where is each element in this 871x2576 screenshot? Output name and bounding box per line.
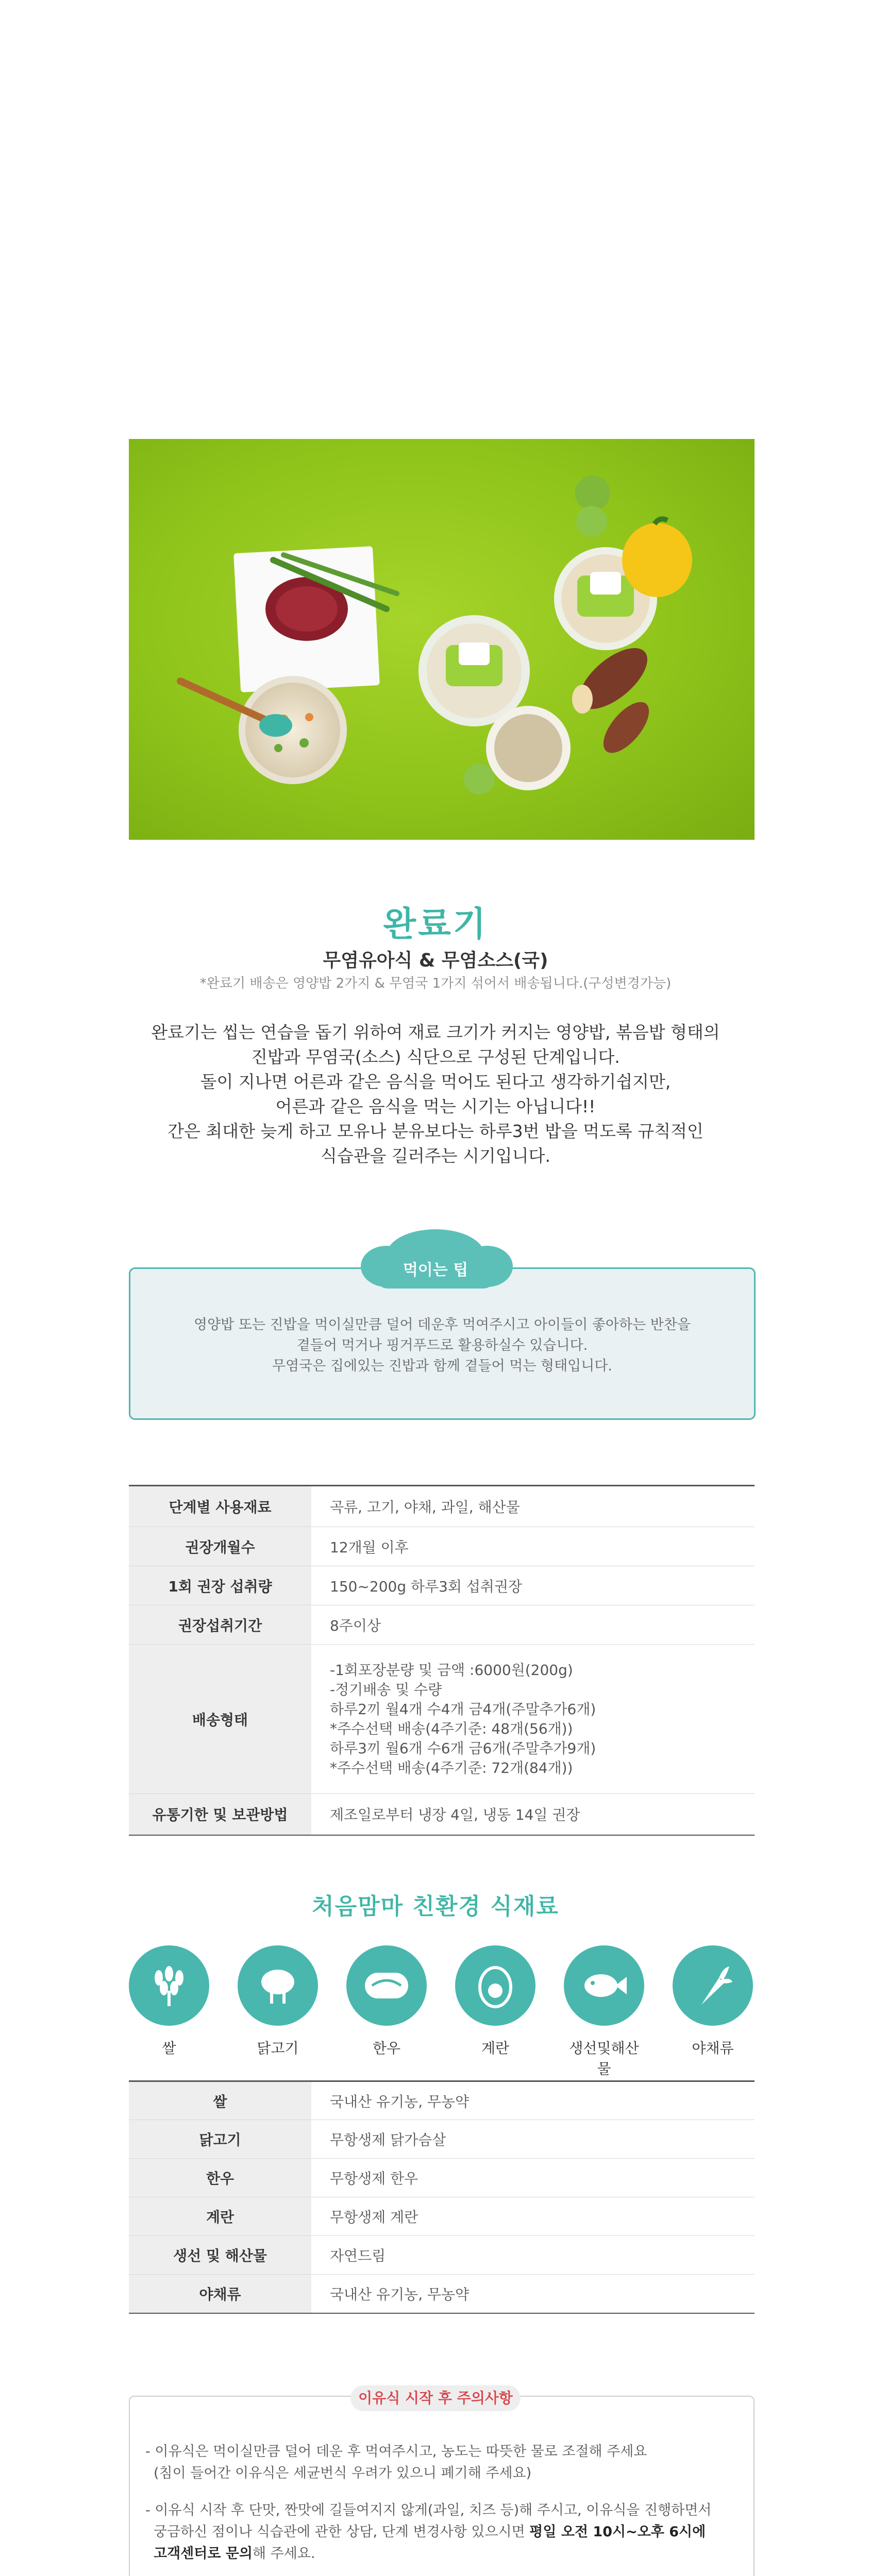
caution-item-1: [145, 2441, 738, 2484]
row-value: 무항생제 한우: [311, 2159, 755, 2197]
delivery-line: -1회포장분량 및 금액 :6000원(200g): [330, 1661, 573, 1679]
ingredient-label: 야채류: [692, 2040, 734, 2057]
row-value: 무항생제 닭가슴살: [311, 2120, 755, 2159]
caution-line: - 이유식 시작 후 단맛, 짠맛에 길들여지지 않게(과일, 치즈 등)해 주시고, 이유식을 진행하면서: [145, 2502, 712, 2518]
table-row: [129, 2197, 755, 2236]
row-label: 배송형태: [129, 1645, 311, 1794]
caution-text-span: 궁금하신 점이나 식습관에 관한 상담, 단계 변경사항 있으시면: [154, 2524, 530, 2540]
business-hours: 평일 오전 10시~오후 6시에: [529, 2524, 706, 2540]
delivery-line: -정기배송 및 수량: [330, 1681, 442, 1698]
row-value: 국내산 유기농, 무농약: [311, 2275, 755, 2313]
delivery-line: *주수선택 배송(4주기준: 48개(56개)): [330, 1720, 573, 1737]
row-value: 무항생제 계란: [311, 2197, 755, 2236]
tip-line: 곁들어 먹거나 핑거푸드로 활용하실수 있습니다.: [296, 1337, 588, 1353]
ingredient-rice: [129, 1945, 209, 2058]
egg-icon: [455, 1945, 535, 2026]
stage-description: [0, 1020, 871, 1168]
desc-line: 식습관을 길러주는 시기입니다.: [321, 1146, 550, 1166]
table-row: [129, 2159, 755, 2197]
hero-photo: [129, 439, 755, 840]
table-row: [129, 2081, 755, 2120]
customer-center: 고객센터로 문의: [154, 2546, 253, 2562]
desc-line: 간은 최대한 늦게 하고 모유나 분유보다는 하루3번 밥을 먹도록 규칙적인: [167, 1121, 703, 1141]
row-label: 계란: [129, 2197, 311, 2236]
chicken-icon: [238, 1945, 318, 2026]
tip-text: [129, 1315, 756, 1377]
baby-food-photo: [129, 439, 755, 840]
row-label: 권장개월수: [129, 1527, 311, 1566]
table-row: [129, 2275, 755, 2313]
table-row: [129, 1486, 755, 1527]
row-label: 야채류: [129, 2275, 311, 2313]
caution-text-span: 해 주세요.: [252, 2546, 315, 2562]
ingredient-label: 한우: [372, 2040, 401, 2057]
desc-line: 진밥과 무염국(소스) 식단으로 구성된 단계입니다.: [251, 1047, 620, 1067]
row-label: 닭고기: [129, 2120, 311, 2159]
caution-line: (침이 들어간 이유식은 세균번식 우려가 있으니 폐기해 주세요): [154, 2465, 532, 2481]
row-label: 1회 권장 섭취량: [129, 1566, 311, 1605]
row-value: [311, 1645, 755, 1794]
stage-subtitle: 무염유아식 & 무염소스(국): [323, 950, 548, 971]
ingredient-label: 생선및해산물: [569, 2040, 639, 2077]
ingredient-seafood: [564, 1945, 644, 2078]
delivery-note: *완료기 배송은 영양밥 2가지 & 무염국 1가지 섞어서 배송됩니다.(구성변경가능): [199, 976, 672, 991]
caution-line: - 이유식은 먹이실만큼 덜어 데운 후 먹여주시고, 농도는 따뜻한 물로 조절해 주세요: [145, 2444, 647, 2460]
ingredient-vegetables: [673, 1945, 753, 2058]
table-row: [129, 1527, 755, 1566]
rice-icon: [129, 1945, 209, 2026]
table-row: [129, 1794, 755, 1835]
row-label: 권장섭취기간: [129, 1605, 311, 1645]
row-value: 제조일로부터 냉장 4일, 냉동 14일 권장: [311, 1794, 755, 1835]
caution-line: [145, 2543, 738, 2565]
ingredient-egg: [455, 1945, 535, 2058]
tip-label: 먹이는 팁: [403, 1261, 468, 1279]
desc-line: 어른과 같은 음식을 먹는 시기는 아닙니다!!: [275, 1096, 596, 1116]
row-value: 국내산 유기농, 무농약: [311, 2081, 755, 2120]
row-value: 자연드림: [311, 2236, 755, 2275]
row-label: 단계별 사용재료: [129, 1486, 311, 1527]
carrot-icon: [673, 1945, 753, 2026]
caution-line: [145, 2521, 738, 2543]
tip-line: 무염국은 집에있는 진밥과 함께 곁들어 먹는 형태입니다.: [272, 1358, 612, 1374]
desc-line: 돌이 지나면 어른과 같은 음식을 먹어도 된다고 생각하기쉽지만,: [200, 1072, 671, 1092]
table-row: [129, 2236, 755, 2275]
delivery-line: 하루2끼 월4개 수4개 금4개(주말추가6개): [330, 1700, 596, 1718]
row-label: 생선 및 해산물: [129, 2236, 311, 2275]
row-value: 12개월 이후: [311, 1527, 755, 1566]
caution-label: 이유식 시작 후 주의사항: [350, 2385, 521, 2411]
delivery-line: 하루3끼 월6개 수6개 금6개(주말추가9개): [330, 1739, 596, 1757]
caution-item-2: [145, 2500, 738, 2565]
desc-line: 완료기는 씹는 연습을 돕기 위하여 재료 크기가 커지는 영양밥, 볶음밥 형태의: [151, 1022, 720, 1042]
table-row: [129, 1645, 755, 1794]
row-value: 8주이상: [311, 1605, 755, 1645]
delivery-line: *주수선택 배송(4주기준: 72개(84개)): [330, 1759, 573, 1776]
ingredient-chicken: [238, 1945, 318, 2058]
ingredient-beef: [346, 1945, 427, 2058]
table-row: [129, 1605, 755, 1645]
table-row: [129, 1566, 755, 1605]
row-label: 유통기한 및 보관방법: [129, 1794, 311, 1835]
ingredient-table: [129, 2080, 755, 2314]
row-value: 곡류, 고기, 야채, 과일, 해산물: [311, 1486, 755, 1527]
ingredient-label: 닭고기: [257, 2040, 299, 2057]
row-label: 쌀: [129, 2081, 311, 2120]
product-info-table: [129, 1485, 755, 1836]
ingredient-label: 쌀: [162, 2040, 176, 2057]
row-value: 150~200g 하루3회 섭취권장: [311, 1566, 755, 1605]
fish-icon: [564, 1945, 644, 2026]
stage-title: 완료기: [383, 904, 488, 944]
table-row: [129, 2120, 755, 2159]
beef-icon: [346, 1945, 427, 2026]
row-label: 한우: [129, 2159, 311, 2197]
ingredients-title: 처음맘마 친환경 식재료: [312, 1893, 559, 1920]
ingredient-label: 계란: [481, 2040, 510, 2057]
tip-line: 영양밥 또는 진밥을 먹이실만큼 덜어 데운후 먹여주시고 아이들이 좋아하는 반찬을: [193, 1317, 691, 1333]
